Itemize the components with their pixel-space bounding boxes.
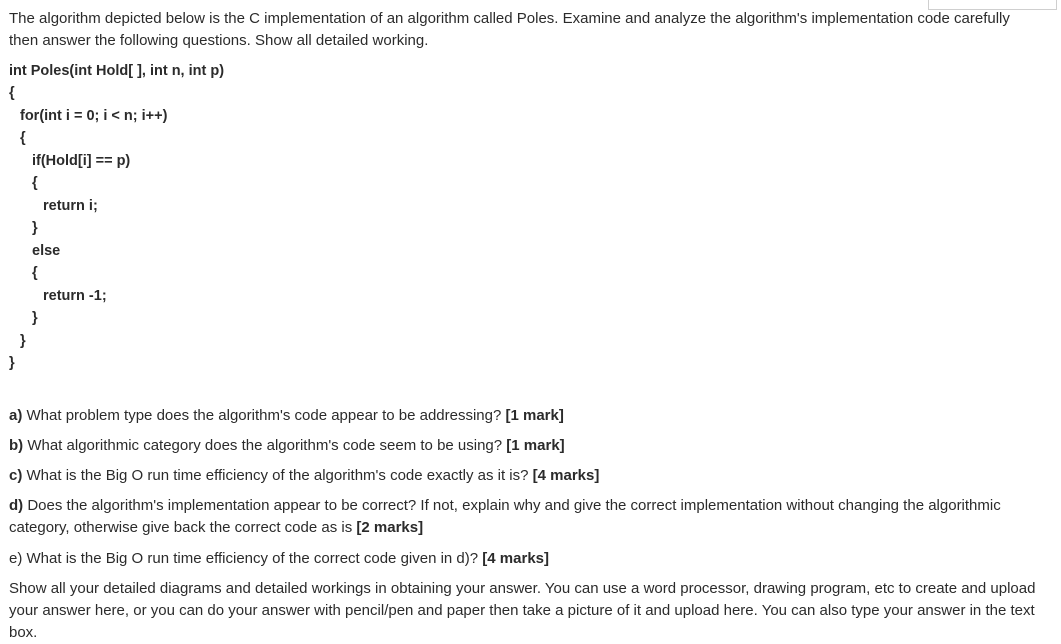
code-line-for-open: { (20, 130, 26, 146)
code-line-if: if(Hold[i] == p) (32, 153, 131, 169)
question-c (9, 465, 1049, 487)
closing-instructions: Show all your detailed diagrams and detailed workings in obtaining your answer. You can use a word processor, drawing program, etc to create and upload your answer here, or you can do your answer with pencil/pen and paper then take a picture of it and upload here. You can also type your answer in the text box. (9, 580, 1036, 641)
code-line-if-close: } (32, 220, 38, 236)
code-line-return-i: return i; (43, 198, 98, 214)
code-line-else-close: } (32, 310, 38, 326)
question-d-label: d) (9, 497, 24, 514)
question-a-label: a) (9, 407, 23, 424)
code-line-for: for(int i = 0; i < n; i++) (20, 108, 168, 124)
question-e-label: e) (9, 550, 23, 567)
question-a-text: What problem type does the algorithm's code appear to be addressing? (22, 407, 506, 424)
question-intro: The algorithm depicted below is the C implementation of an algorithm called Poles. Examine and analyze the algorithm's implementation code carefully then answer the following questions. Show all detailed working. (9, 10, 1010, 49)
question-c-marks: [4 marks] (532, 467, 600, 484)
code-line-signature: int Poles(int Hold[ ], int n, int p) (9, 63, 225, 79)
question-b-text: What algorithmic category does the algorithm's code seem to be using? (23, 437, 507, 454)
question-d-marks: [2 marks] (356, 519, 424, 536)
question-b-marks: [1 mark] (506, 437, 565, 454)
code-line-return-neg: return -1; (43, 288, 107, 304)
code-line-else-open: { (32, 265, 38, 281)
question-e (9, 548, 1049, 570)
code-line-open-brace: { (9, 85, 15, 101)
question-a-marks: [1 mark] (505, 407, 564, 424)
question-d-text: Does the algorithm's implementation appear to be correct? If not, explain why and give the correct implementation without changing the algorithmic category, otherwise give back the correct code as is (9, 497, 1001, 536)
code-line-else: else (32, 243, 61, 259)
question-c-label: c) (9, 467, 23, 484)
question-d (9, 495, 1049, 539)
question-c-text: What is the Big O run time efficiency of the algorithm's code exactly as it is? (22, 467, 533, 484)
question-b-label: b) (9, 437, 24, 454)
question-a (9, 405, 1049, 427)
code-line-for-close: } (20, 333, 26, 349)
code-line-close-brace: } (9, 355, 15, 371)
question-e-marks: [4 marks] (482, 550, 549, 567)
code-line-if-open: { (32, 175, 38, 191)
question-b (9, 435, 1049, 457)
question-e-text: What is the Big O run time efficiency of the correct code given in d)? (22, 550, 483, 567)
